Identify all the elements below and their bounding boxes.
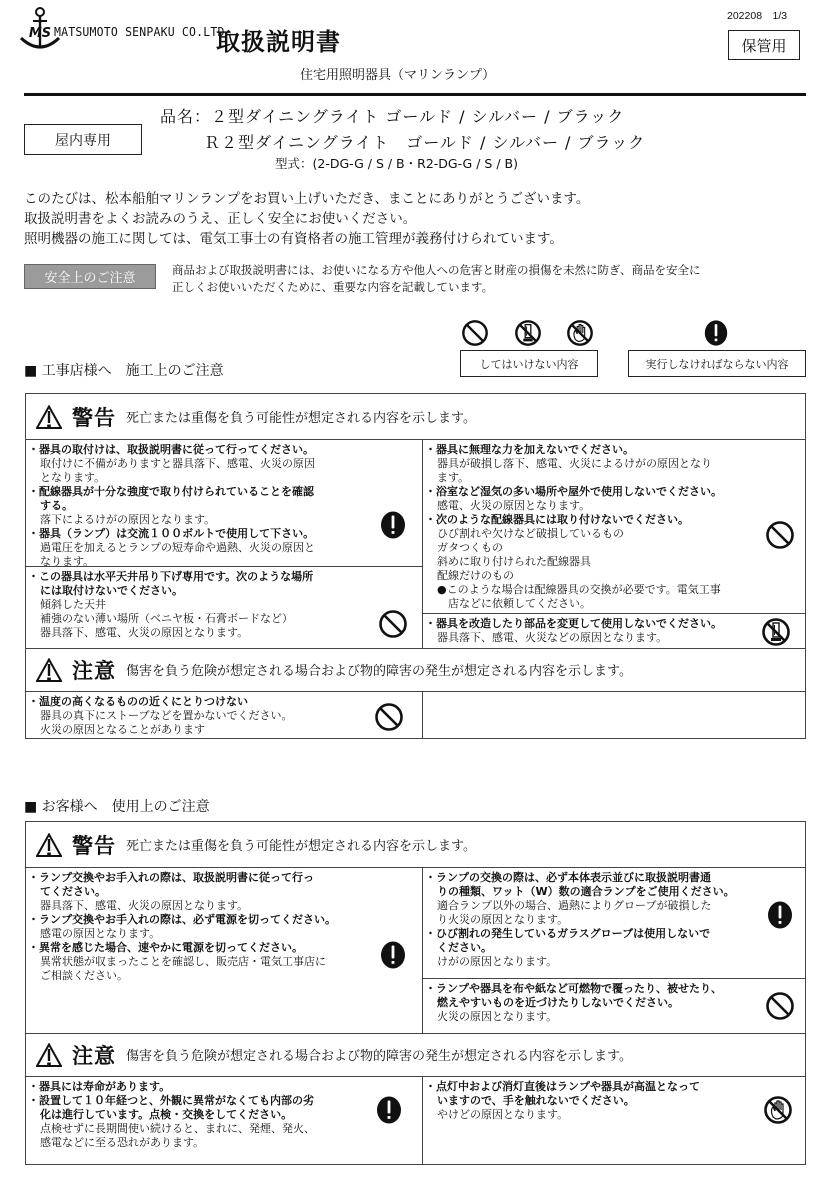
notice-heading: ・ この器具は水平天井吊り下げ専用です。次のような場所 (34, 570, 416, 584)
warning-triangle-icon (36, 833, 62, 857)
notice-text: いますので、手を触れないでください。 (437, 1094, 635, 1107)
notice-heading: ・ 温度の高くなるものの近くにとりつけない (34, 695, 416, 709)
mandatory-icon (765, 900, 795, 930)
no-touch-icon (763, 1095, 793, 1125)
no-disassembly-icon (514, 319, 542, 347)
safety-text-line: 正しくお使いいただくために、重要な内容を記載しています。 (172, 280, 494, 294)
intro-line: このたびは、松本船舶マリンランプをお買い上げいただき、まことにありがとうございます。 (24, 191, 590, 207)
installer-warning-table (25, 393, 806, 649)
notice-text: 感電、火災の原因となります。 (437, 499, 591, 512)
notice-text: 傾斜した天井 (40, 598, 106, 611)
notice-heading: ・ ランプや器具を布や紙など可燃物で覆ったり、被せたり、 (431, 982, 799, 996)
installer-caution-table (25, 648, 806, 739)
notice-text: なります。 (40, 555, 95, 568)
notice-cell (26, 440, 422, 566)
notice-text: 化は進行しています。点検・交換をしてください。 (40, 1108, 293, 1121)
notice-text: 店などに依頼してください。 (437, 597, 591, 610)
notice-cell (26, 566, 422, 648)
document-subtitle: 住宅用照明器具（マリンランプ） (300, 68, 496, 83)
column-left (26, 1077, 423, 1164)
warning-description: 死亡または重傷を負う可能性が想定される内容を示します。 (126, 411, 476, 426)
notice-heading: ・ 器具の取付けは、取扱説明書に従って行ってください。 (34, 443, 416, 457)
notice-text: 器具落下、感電、火災の原因となります。 (40, 899, 249, 912)
notice-text: てください。 (40, 885, 106, 898)
notice-cell (26, 868, 422, 1033)
svg-text:MS: MS (28, 26, 52, 41)
notice-heading: ・ 次のような配線器具には取り付けないでください。 (431, 513, 799, 527)
notice-heading: ・ 点灯中および消灯直後はランプや器具が高温となって (431, 1080, 799, 1094)
safety-text-line: 商品および取扱説明書には、お使いになる方や他人への危害と財産の損傷を未然に防ぎ、商品を安全に (172, 263, 701, 277)
warning-header (26, 394, 805, 440)
model-number: 型式：(2-DG-G / S / B・R2-DG-G / S / B) (275, 156, 518, 171)
column-right (423, 440, 805, 648)
notice-text: 火災の原因となります。 (437, 1010, 558, 1023)
column-right (423, 868, 805, 1033)
mandatory-icon (378, 940, 408, 970)
notice-text: 器具の真下にストーブなどを置かないでください。 (40, 709, 293, 722)
warning-label: 警告 (72, 833, 116, 858)
notice-heading: ・ 浴室など湿気の多い場所や屋外で使用しないでください。 (431, 485, 799, 499)
notice-text: けがの原因となります。 (437, 955, 558, 968)
warning-header (26, 822, 805, 868)
caution-header (26, 648, 805, 692)
notice-text: 燃えやすいものを近づけたりしないでください。 (437, 996, 679, 1009)
notice-text: 感電の原因となります。 (40, 927, 161, 940)
notice-cell (423, 440, 805, 613)
mandatory-icon (378, 510, 408, 540)
caution-triangle-icon (36, 658, 62, 682)
notice-text: ガタつくもの (437, 541, 503, 554)
prohibited-legend-label: してはいけない内容 (460, 350, 598, 377)
caution-triangle-icon (36, 1043, 62, 1067)
keep-label-box: 保管用 (728, 30, 800, 60)
notice-cell (423, 692, 805, 738)
notice-text: ください。 (437, 941, 492, 954)
notice-heading: ・ 配線器具が十分な強度で取り付けられていることを確認 (34, 485, 416, 499)
notice-heading: ・ 設置して１０年経つと、外観に異常がなくても内部の劣 (34, 1094, 416, 1108)
caution-description: 傷害を負う危険が想定される場合および物的障害の発生が想定される内容を示します。 (126, 1049, 632, 1064)
notice-cell (26, 692, 422, 738)
column-left (26, 440, 423, 648)
mandatory-icon (702, 318, 730, 348)
section-title-customer: ■ お客様へ 使用上のご注意 (24, 799, 210, 815)
column-right (423, 692, 805, 738)
caution-label: 注意 (72, 1043, 116, 1068)
header-divider (24, 93, 806, 96)
notice-heading: ・ 異常を感じた場合、速やかに電源を切ってください。 (34, 941, 416, 955)
notice-heading: ・ ひび割れの発生しているガラスグローブは使用しないで (431, 927, 799, 941)
notice-text: 補強のない薄い場所（ベニヤ板・石膏ボードなど） (40, 612, 293, 625)
product-name-line-2: Ｒ２型ダイニングライト ゴールド / シルバー / ブラック (204, 133, 646, 152)
notice-text: やけどの原因となります。 (437, 1108, 569, 1121)
document-date-page: 202208 1/3 (727, 10, 788, 22)
notice-cell (26, 1077, 422, 1164)
notice-text: 斜めに取り付けられた配線器具 (437, 555, 591, 568)
notice-text: ご相談ください。 (40, 969, 128, 982)
notice-text: 火災の原因となることがあります (40, 723, 205, 736)
prohibited-icon (461, 319, 489, 347)
no-disassembly-icon (761, 617, 791, 647)
warning-triangle-icon (36, 405, 62, 429)
caution-description: 傷害を負う危険が想定される場合および物的障害の発生が想定される内容を示します。 (126, 664, 632, 679)
caution-header (26, 1033, 805, 1077)
prohibited-icon (378, 609, 408, 639)
notice-heading: ・ ランプ交換やお手入れの際は、必ず電源を切ってください。 (34, 913, 416, 927)
notice-heading: ・ 器具に無理な力を加えないでください。 (431, 443, 799, 457)
notice-text: 配線だけのもの (437, 569, 514, 582)
safety-notice-text (172, 262, 701, 296)
notice-text: 過電圧を加えるとランプの短寿命や過熱、火災の原因と (40, 541, 315, 554)
notice-text: 取付けに不備がありますと器具落下、感電、火災の原因 (40, 457, 315, 470)
notice-text: り火災の原因となります。 (437, 913, 569, 926)
company-name: MATSUMOTO SENPAKU CO.LTD (54, 24, 225, 39)
customer-caution-table (25, 1033, 806, 1165)
notice-cell (423, 613, 805, 648)
notice-text: 異常状態が収まったことを確認し、販売店・電気工事店に (40, 955, 326, 968)
warning-label: 警告 (72, 405, 116, 430)
warning-description: 死亡または重傷を負う可能性が想定される内容を示します。 (126, 839, 476, 854)
notice-text: 器具落下、感電、火災の原因となります。 (40, 626, 249, 639)
notice-text: 器具が破損し落下、感電、火災によるけがの原因となり (437, 457, 712, 470)
notice-text: する。 (40, 499, 73, 512)
prohibited-icon (374, 702, 404, 732)
column-left (26, 692, 423, 738)
section-title-installer: ■ 工事店様へ 施工上のご注意 (24, 363, 224, 379)
notice-text: 感電などに至る恐れがあります。 (40, 1136, 205, 1149)
notice-heading: ・ 器具には寿命があります。 (34, 1080, 416, 1094)
notice-text: ●このような場合は配線器具の交換が必要です。電気工事 (437, 583, 721, 596)
product-name-line-1: 品名：２型ダイニングライト ゴールド / シルバー / ブラック (160, 107, 625, 126)
notice-cell (423, 1077, 805, 1164)
indoor-only-box: 屋内専用 (24, 124, 142, 155)
notice-text: には取付けないでください。 (40, 584, 183, 597)
document-title: 取扱説明書 (216, 28, 341, 56)
notice-heading: ・ ランプの交換の際は、必ず本体表示並びに取扱説明書通 (431, 871, 799, 885)
prohibited-icon (765, 520, 795, 550)
customer-warning-table (25, 821, 806, 1034)
intro-line: 取扱説明書をよくお読みのうえ、正しく安全にお使いください。 (24, 211, 417, 227)
intro-text (24, 189, 589, 249)
mandatory-icon (374, 1095, 404, 1125)
notice-cell (423, 868, 805, 978)
notice-text: ます。 (437, 471, 470, 484)
notice-text: 落下によるけがの原因となります。 (40, 513, 216, 526)
mandatory-legend-label: 実行しなければならない内容 (628, 350, 806, 377)
notice-text: となります。 (40, 471, 106, 484)
caution-label: 注意 (72, 658, 116, 683)
column-left (26, 868, 423, 1033)
notice-cell (423, 978, 805, 1033)
notice-text: ひび割れや欠けなど破損しているもの (437, 527, 624, 540)
no-touch-icon (566, 319, 594, 347)
notice-text: りの種類、ワット（W）数の適合ランプをご使用ください。 (437, 885, 735, 898)
notice-text: 点検せずに長期間使い続けると、まれに、発煙、発火、 (40, 1122, 315, 1135)
notice-text: 適合ランプ以外の場合、過熱によりグローブが破損した (437, 899, 712, 912)
prohibited-icon (765, 991, 795, 1021)
notice-heading: ・ ランプ交換やお手入れの際は、取扱説明書に従って行っ (34, 871, 416, 885)
notice-heading: ・ 器具（ランプ）は交流１００ボルトで使用して下さい。 (34, 527, 416, 541)
column-right (423, 1077, 805, 1164)
safety-notice-badge: 安全上のご注意 (24, 264, 156, 289)
notice-text: 器具落下、感電、火災などの原因となります。 (437, 631, 668, 644)
notice-heading: ・ 器具を改造したり部品を変更して使用しないでください。 (431, 617, 799, 631)
intro-line: 照明機器の施工に関しては、電気工事士の有資格者の施工管理が義務付けられています。 (24, 231, 563, 247)
